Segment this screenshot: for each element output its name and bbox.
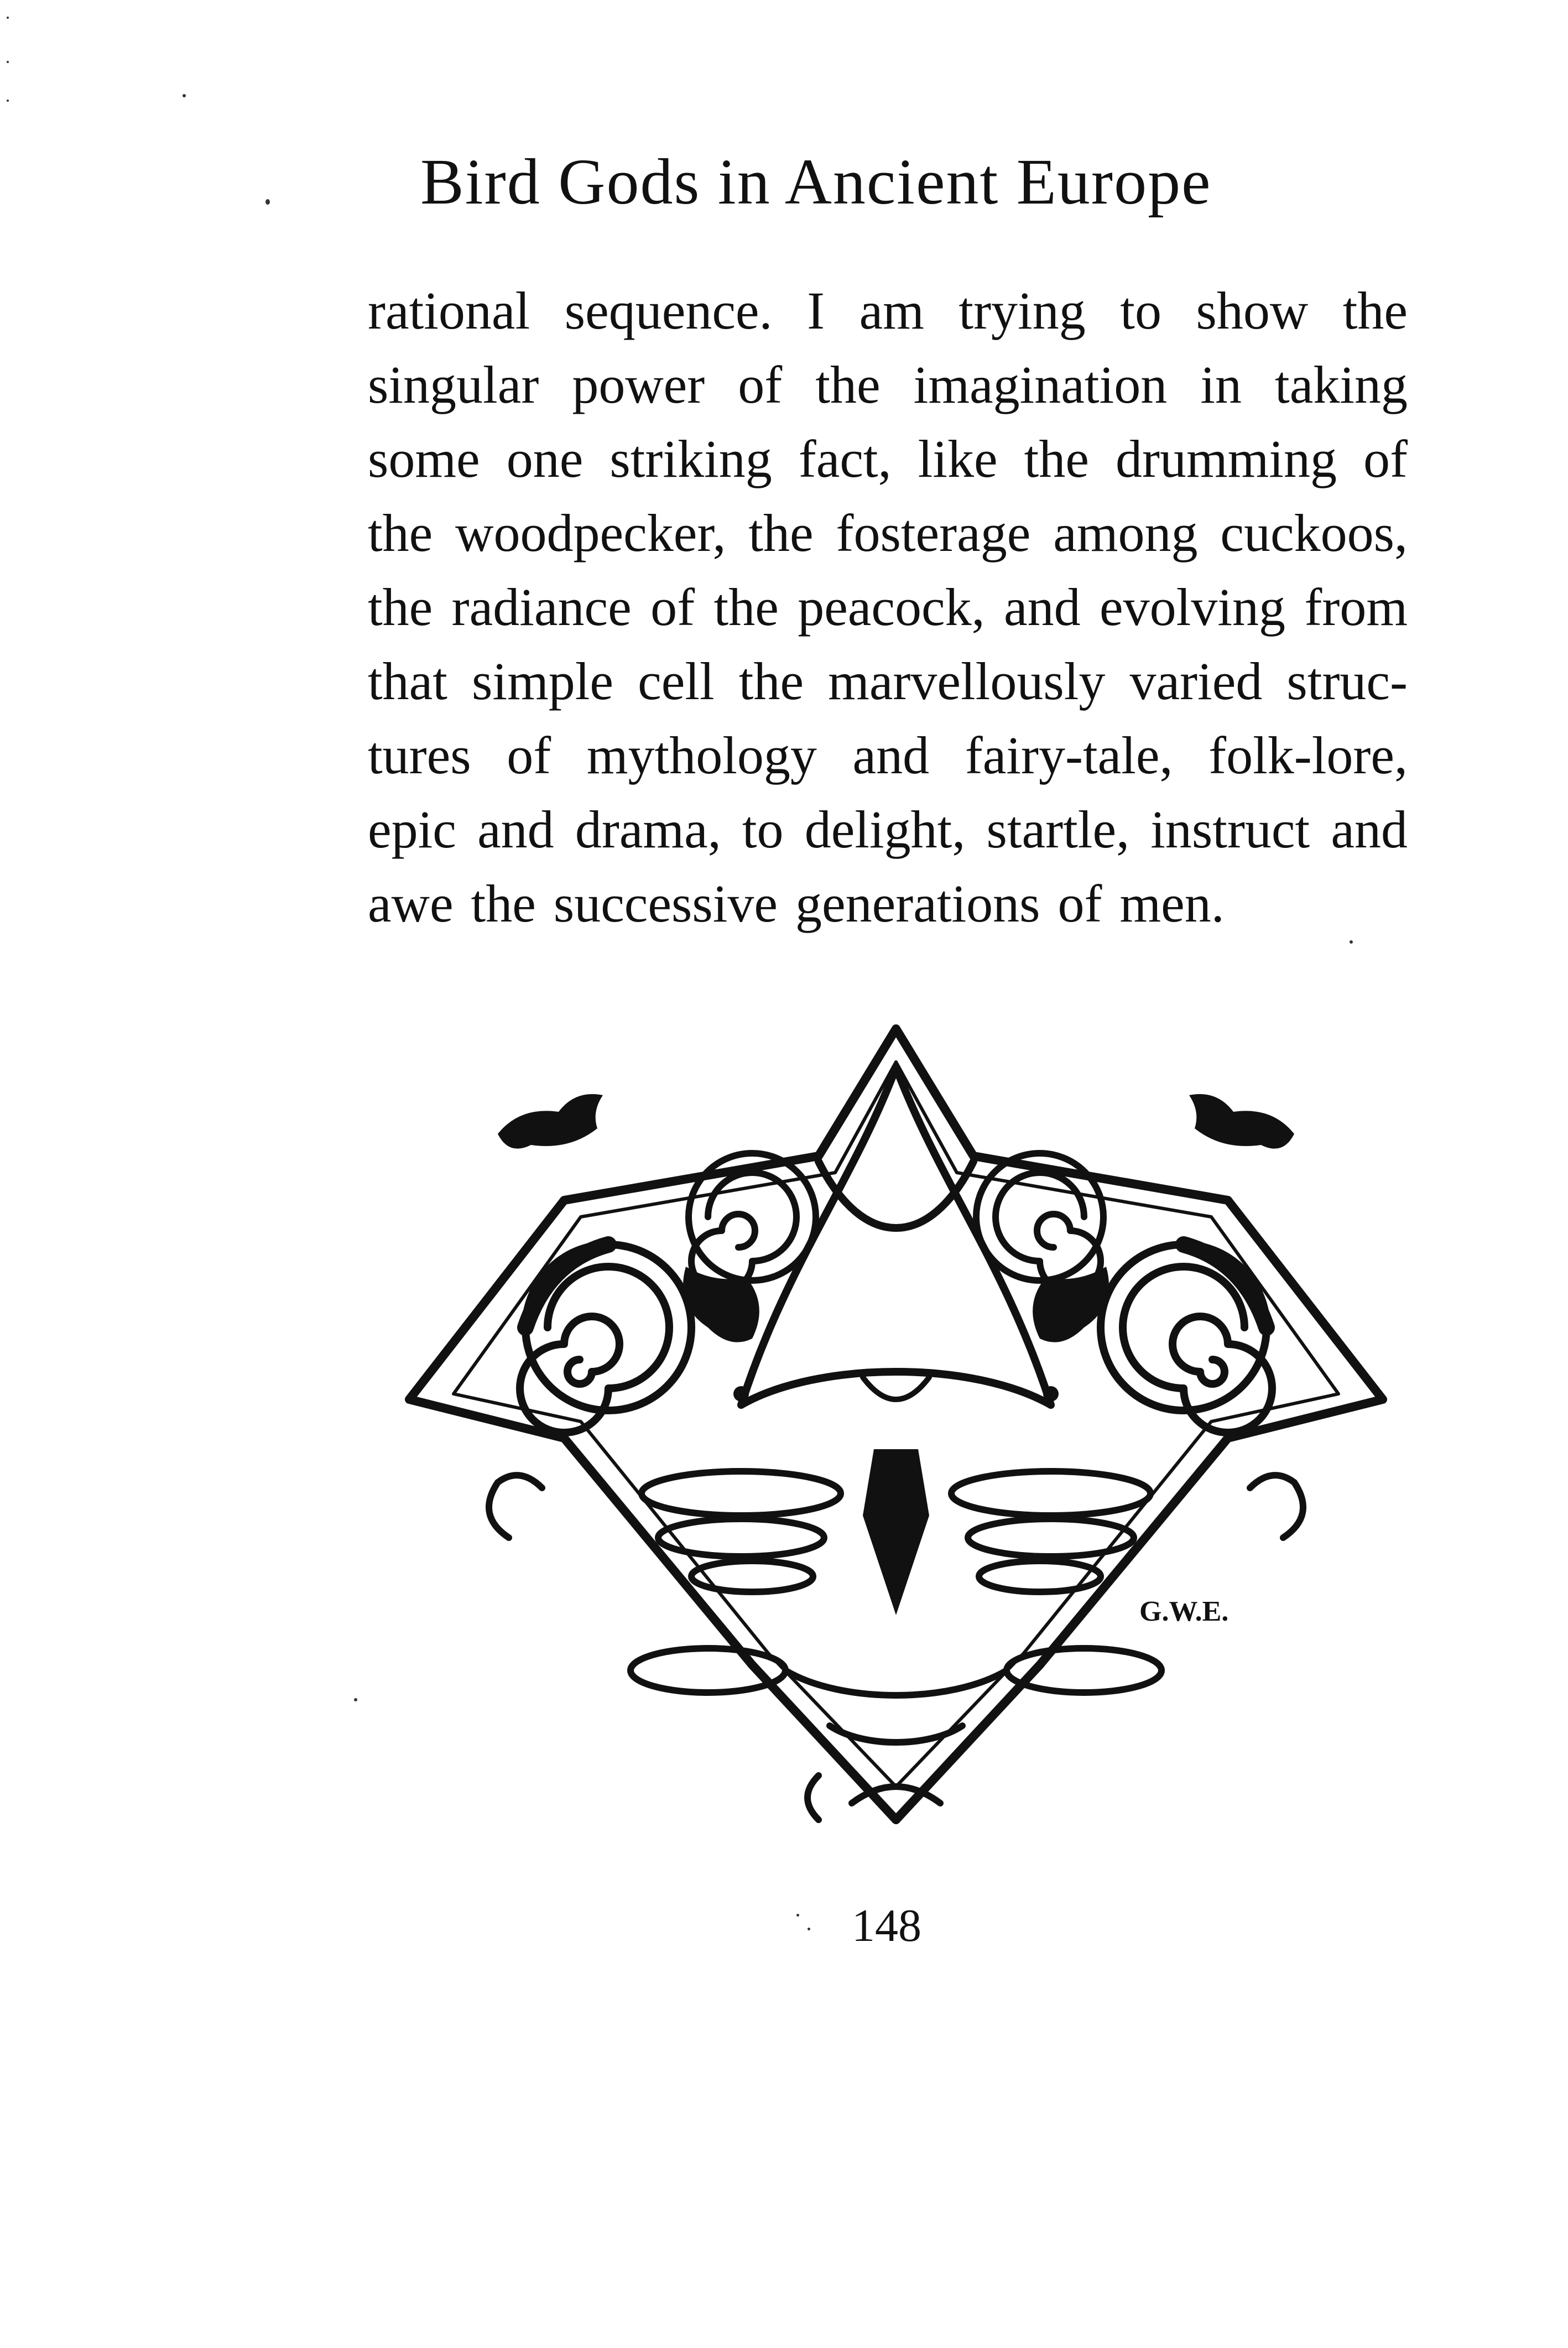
body-line: tures of mythology and fairy-tale, folk-lore,: [368, 726, 1408, 785]
ornament-monogram-text: G.W.E.: [1139, 1596, 1229, 1627]
body-line: some one striking fact, like the drumming of: [368, 429, 1408, 488]
body-line: epic and drama, to delight, startle, instruct and: [368, 800, 1408, 859]
body-line: singular power of the imagination in taking: [368, 355, 1408, 414]
body-line: the radiance of the peacock, and evolving from: [368, 577, 1408, 637]
running-head: Bird Gods in Ancient Europe: [420, 145, 1212, 218]
ornament-center-stem: [863, 1449, 929, 1615]
body-line: that simple cell the marvellously varied struc-: [368, 652, 1408, 711]
body-paragraph: [368, 274, 1408, 941]
ornament-monogram: [1139, 1596, 1228, 1627]
body-line: rational sequence. I am trying to show the: [368, 281, 1408, 340]
page-number: 148: [852, 1900, 921, 1951]
ornament-central-interlace: [741, 1068, 1051, 1405]
body-line: the woodpecker, the fosterage among cuckoos,: [368, 503, 1408, 563]
body-line-last: awe the successive generations of men.: [368, 874, 1225, 933]
celtic-knotwork-ornament: [398, 1018, 1394, 1847]
ornament-left-spiral: [520, 1245, 691, 1433]
ornament-diamond-frame: [409, 1029, 1383, 1820]
ornament-right-spiral: [1101, 1245, 1272, 1433]
